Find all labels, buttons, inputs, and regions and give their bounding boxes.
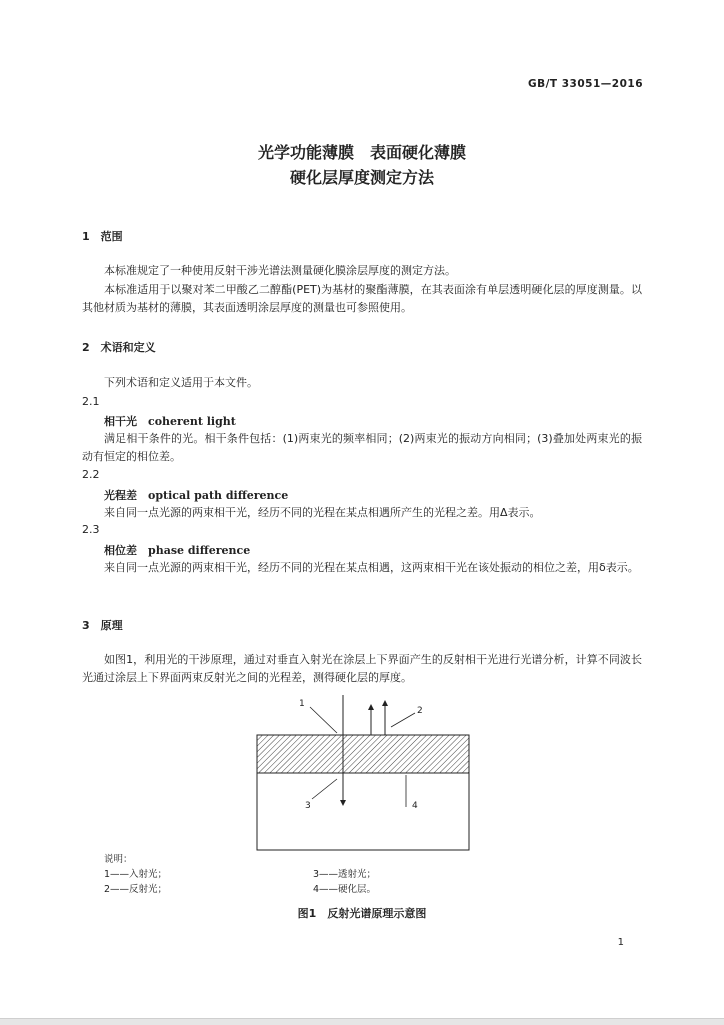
term-zh: 相干光 — [104, 415, 137, 428]
section-2-heading: 2 术语和定义 — [82, 341, 156, 354]
figure-diagram — [240, 695, 490, 855]
legend-text: ——反射光； — [110, 884, 168, 895]
term-en: optical path difference — [148, 489, 289, 502]
term-zh: 相位差 — [104, 544, 137, 557]
legend-item — [313, 881, 376, 895]
leader-line-2 — [391, 713, 415, 727]
section-3-paragraph: 如图1，利用光的干涉原理，通过对垂直入射光在涂层上下界面产生的反射相干光进行光谱分析，计算不同波长光通过涂层上下界面两束反射光之间的光程差，测得硬化层的厚度。 — [82, 653, 642, 684]
figure-label-4: 4 — [412, 801, 418, 811]
legend-text: ——硬化层。 — [319, 884, 377, 895]
section-1-paragraph-2: 本标准适用于以聚对苯二甲酸乙二醇酯(PET)为基材的聚酯薄膜，在其表面涂有单层透明硬化层的厚度测量。以其他材质为基材的薄膜，其表面透明涂层厚度的测量也可参照使用。 — [82, 283, 642, 314]
term-en: phase difference — [148, 544, 251, 557]
legend-item — [104, 866, 167, 880]
figure-label-2: 2 — [417, 706, 423, 716]
figure-label-1: 1 — [299, 699, 305, 709]
standard-code: GB/T 33051—2016 — [527, 78, 643, 90]
term-number: 2.1 — [82, 395, 100, 408]
document-title-line2: 硬化层厚度测定方法 — [289, 168, 434, 187]
term-zh: 光程差 — [104, 489, 137, 502]
legend-num: 4 — [313, 884, 320, 895]
section-1-paragraph-1: 本标准规定了一种使用反射干涉光谱法测量硬化膜涂层厚度的测定方法。 — [104, 264, 456, 277]
term-title — [104, 542, 250, 558]
figure-caption: 图1 反射光谱原理示意图 — [297, 907, 427, 920]
figure-label-3: 3 — [305, 801, 311, 811]
section-1-heading: 1 范围 — [82, 230, 123, 243]
term-title — [104, 487, 288, 503]
page-number: 1 — [617, 937, 624, 948]
section-3-heading: 3 原理 — [82, 619, 123, 632]
term-en: coherent light — [148, 415, 236, 428]
term-definition: 来自同一点光源的两束相干光，经历不同的光程在某点相遇所产生的光程之差。用Δ表示。 — [104, 506, 541, 519]
legend-num: 2 — [104, 884, 111, 895]
term-number: 2.3 — [82, 523, 100, 536]
term-title — [104, 413, 236, 429]
legend-text: ——透射光； — [319, 869, 377, 880]
legend-title: 说明： — [104, 854, 133, 865]
term-definition: 来自同一点光源的两束相干光，经历不同的光程在某点相遇，这两束相干光在该处振动的相位之差，用δ表示。 — [104, 561, 639, 574]
term-definition: 满足相干条件的光。相干条件包括：(1)两束光的频率相同；(2)两束光的振动方向相同；(3)叠加处两束光的振动有恒定的相位差。 — [82, 432, 642, 463]
legend-num: 3 — [313, 869, 320, 880]
legend-num: 1 — [104, 869, 111, 880]
legend-text: ——入射光； — [110, 869, 168, 880]
hardened-layer — [257, 735, 469, 773]
leader-line-1 — [310, 707, 337, 733]
legend-item — [313, 866, 376, 880]
legend-item — [104, 881, 167, 895]
leader-line-3 — [312, 779, 337, 799]
document-title-line1: 光学功能薄膜 表面硬化薄膜 — [257, 143, 466, 162]
term-number: 2.2 — [82, 468, 100, 481]
section-2-intro: 下列术语和定义适用于本文件。 — [104, 376, 258, 389]
